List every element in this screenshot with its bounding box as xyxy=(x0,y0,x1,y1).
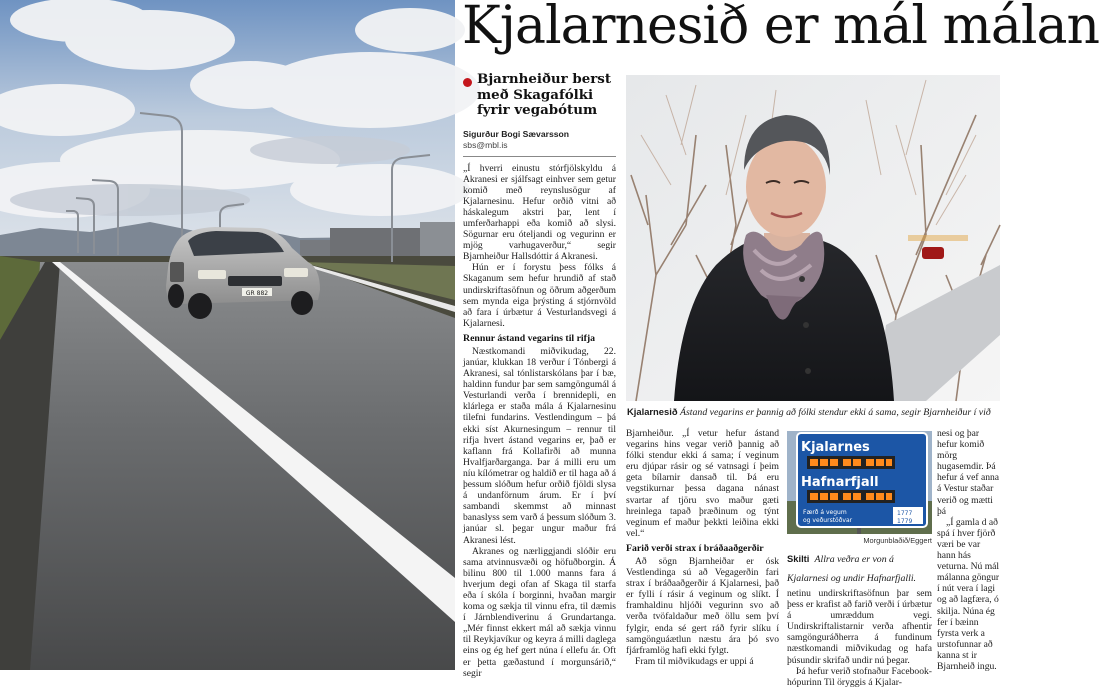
road-sign-photo xyxy=(787,431,932,534)
sign-phone-2: 1779 xyxy=(897,518,913,525)
paragraph: Bjarnheiður. „Í vetur hefur ástand vegarins hins vegar verið þannig að fólki stendur ekki á sama; í veginum eru djúpar rásir og sé vatnsagi í þeim geta bílarnir dansað til. Þá eru vegstikurnar þessa dagana nánast svartar af tjöru svo maður gæti hreinlega tapað þræðinum og týnt veginum ef maður þekkti leiðina ekki vel.“ xyxy=(626,428,779,539)
sign-line-2: Hafnarfjall xyxy=(801,475,879,490)
photo-credit: Morgunblaðið/Eggert xyxy=(863,536,932,545)
article-column-2 xyxy=(626,428,779,670)
road-sign-scene xyxy=(787,431,932,534)
portrait-caption xyxy=(627,405,1000,419)
paragraph: nesi og þar hefur komið mörg hugasemdir. Þá hefur á vef anna á Vestur staðar verið og mætti þá xyxy=(937,428,1000,517)
sign-phone-1: 1777 xyxy=(897,510,913,517)
paragraph: Fram til miðvikudags er uppi á xyxy=(635,655,754,667)
sign-caption xyxy=(787,547,932,587)
paragraph: Þá hefur verið stofnaður Facebook-hópurinn Til öryggis á Kjalar- xyxy=(787,665,932,688)
article-column-1 xyxy=(463,71,616,679)
article-column-3 xyxy=(787,588,932,688)
caption-label: Kjalarnesið xyxy=(627,406,678,417)
headline: Kjalarnesið er mál málan xyxy=(462,0,1099,56)
paragraph: „Í gamla d að spá í hver fjörð væri be var hann hás veturna. Nú mál málanna göngur í nút vera í lagi og að lagfæra, ó skilja. Núna ég fer í bæinn fyrsta verk a urstofunnar að kanna st ir Bjarnheið ingu. xyxy=(937,516,1000,672)
byline-name: Sigurður Bogi Sævarsson xyxy=(463,128,570,139)
road-photo xyxy=(0,0,455,670)
caption-text: Ástand vegarins er þannig að fólki stendur ekki á sama, segir Bjarnheiður í við xyxy=(680,407,991,418)
crosshead: Farið verði strax í bráðaaðgerðir xyxy=(626,542,764,554)
sign-line-1: Kjalarnes xyxy=(801,440,870,455)
byline-email: sbs@mbl.is xyxy=(463,139,508,150)
article-column-4 xyxy=(937,428,1000,670)
paragraph: netinu undirskriftasöfnun þar sem þess er krafist að farið verði í úrbætur á umræddum vegi. Undirskriftalistarnir verða afhentir samgönguráðherra á fundinum næstkomandi miðvikudag og hafa þúsundir skrifað undir nú þegar. xyxy=(787,588,932,666)
byline-divider xyxy=(463,156,616,157)
paragraph: Hún er í forystu þess fólks á Skaganum sem hefur hrundið af stað undirskriftasöfnun og öðrum aðgerðum sem mynda eiga þrýsting á stjórnvöld að fara í úrbætur á Vesturlandsvegi á Kjalarnesi. xyxy=(463,262,616,329)
portrait-scene xyxy=(626,75,1000,401)
sign-panel-line-2: og veðurstöðvar xyxy=(803,517,853,524)
car-plate: GR 882 xyxy=(245,290,269,297)
paragraph: Næstkomandi miðvikudag, 22. janúar, klukkan 18 verður í Tónbergi á Akranesi, sal tónlistarskólans þar í bæ, haldinn fundur þar sem samgöngumál á Vesturlandi verða í brennidepli, en klárlega er staða mála á Kjalarnesinu tilefni fundarins. Vestlendingum – þá ekki síst Akurnesingum – rennur til rifja hvert ástand vegarins er, það er kaflann frá Kollafirði að munna Hvalfjarðarganga. Þar á milli eru um níu kílómetrar og haldið er til haga að á þessum slóðum hefur orðið fjöldi slysa á undanförnum árum. Er í því sambandi skemmst að minnast banaslyss sem varð á þessum slóðum 3. janúar sl. þegar ungur maður frá Akranesi lést. xyxy=(463,345,616,546)
paragraph: „Í hverri einustu stórfjölskyldu á Akranesi er sjálfsagt einhver sem getur komið með reynslusögur af Kjalarnesinu. Hefur orðið vitni að háskalegum akstri þar, lent í umferðarhappi eða komið að slysi. Sögurnar eru óteljandi og vegurinn er mjög varhugaverður,“ segir Bjarnheiður Hallsdóttir á Akranesi. xyxy=(463,162,616,263)
crosshead: Rennur ástand vegarins til rifja xyxy=(463,332,596,344)
sign-panel-line-1: Færð á vegum xyxy=(803,509,847,516)
red-bullet-icon xyxy=(463,78,472,87)
subhead: Bjarnheiður berst með Skagafólki fyrir vegabótum xyxy=(477,71,612,118)
sign-caption-text: Allra veðra er von á Kjalarnesi og undir Hafnarfjalli. xyxy=(787,554,917,584)
portrait-photo xyxy=(626,75,1000,401)
sign-caption-label: Skilti xyxy=(787,553,810,564)
subhead-block xyxy=(463,72,616,119)
paragraph: Akranes og nærliggjandi slóðir eru sama atvinnusvæði og höfuðborgin. Á bilinu 800 til 1.000 manns fara á hverjum degi ofan af Skaga til starfa eða í skóla í borginni, hvaðan margir koma og sækja til vinnu efra, til dæmis í Járnblendiverinu á Grundartanga. „Mér finnst ekkert mál að sækja vinnu til Reykjavíkur og keyra á milli daglega eins og ég hef gert núna í ellefu ár. Oft er þetta gæðastund í morgunsárið,“ segir xyxy=(463,545,616,679)
road-scene xyxy=(0,0,455,670)
paragraph: Að sögn Bjarnheiðar er ósk Vestlendinga sú að Vegagerðin fari strax í bráðaaðgerðir á Kjalarnesi, það er fylli í rásir á veginum og slíkt. Í framhaldinu hljóði vegurinn svo að verða tvöfaldaður með öllu sem því fylgir, enda sé gert ráð fyrir slíku í samgönguáætlun næstu ára þó svo fjárframlög hafi ekki fylgt. xyxy=(626,555,779,656)
